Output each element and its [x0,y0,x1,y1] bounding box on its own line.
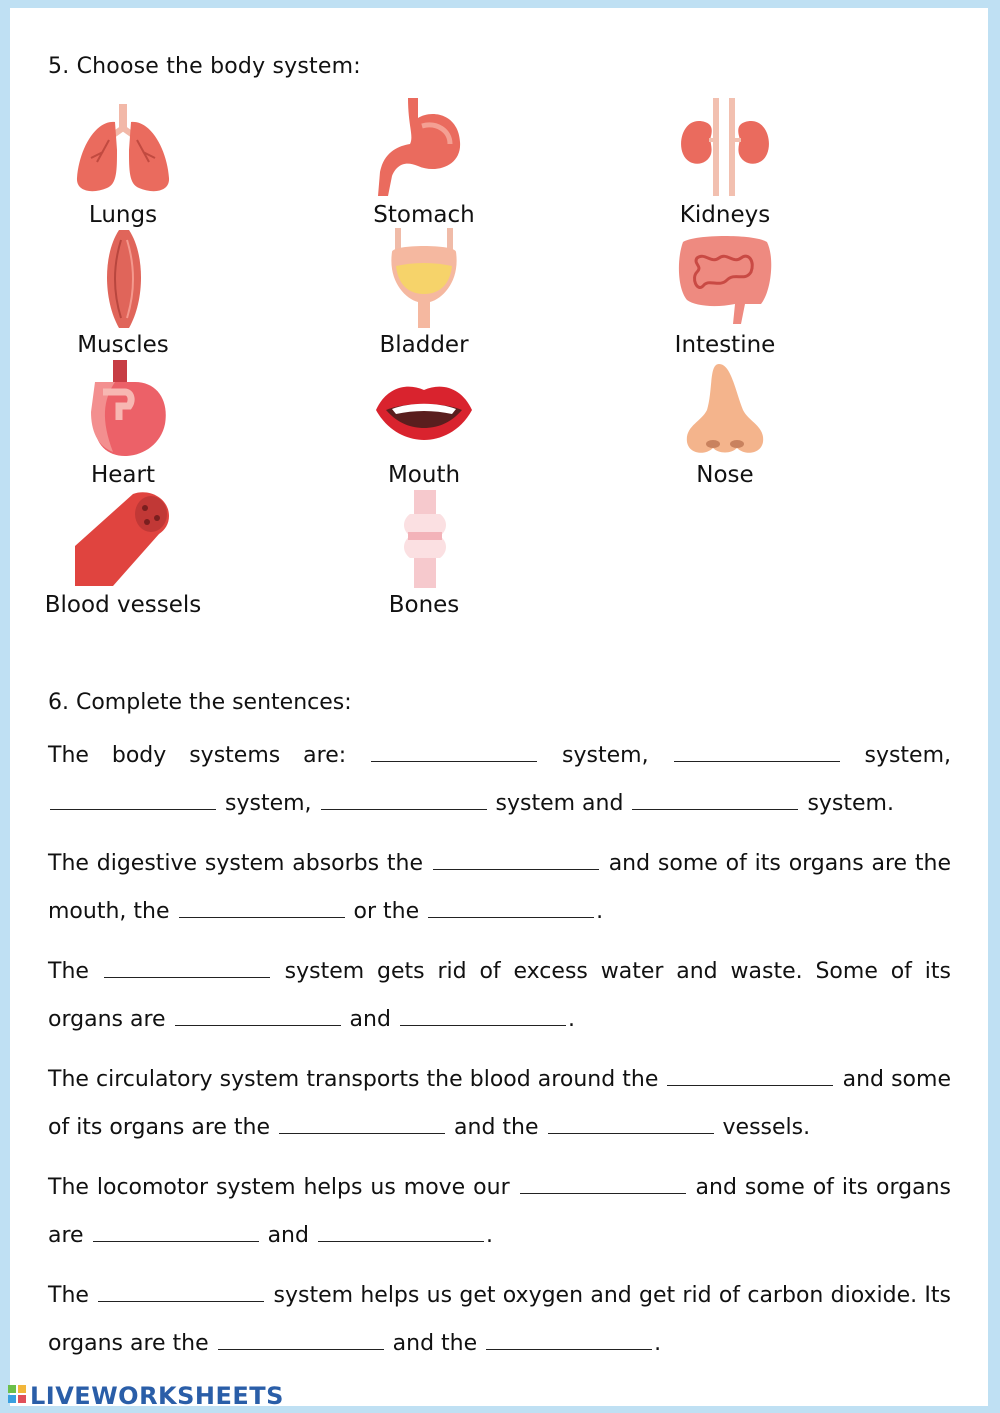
organ-label: Bones [388,592,460,618]
organ-bones[interactable] [324,490,524,622]
sentence-text: system, [864,743,952,768]
sentence-text: system. [807,791,894,816]
sentence-2 [48,840,951,936]
answer-blank[interactable] [674,741,840,762]
sentence-3 [48,948,951,1044]
answer-blank[interactable] [520,1173,686,1194]
organ-blood-vessels[interactable] [23,490,223,622]
answer-blank[interactable] [93,1221,259,1242]
sentence-text: and some of its organs are the [48,1067,951,1140]
answer-blank[interactable] [318,1221,484,1242]
lungs-icon [73,100,173,198]
organ-label: Stomach [373,202,475,228]
sentence-text: vessels. [722,1115,811,1140]
sentence-text: . [485,1223,493,1248]
sentence-text: and the [454,1115,539,1140]
answer-blank[interactable] [50,789,216,810]
sentence-text: and some of its organs are [48,1175,951,1248]
sentence-text: The circulatory system transports the blood around the [48,1067,659,1092]
worksheet [10,8,988,1406]
mouth-icon [374,360,474,458]
sentence-text: The [48,1283,89,1308]
organ-label: Bladder [379,332,469,358]
sentence-text: system, [225,791,312,816]
sentence-text: The digestive system absorbs the [48,851,424,876]
answer-blank[interactable] [179,897,345,918]
sentence-1 [48,732,951,828]
stomach-icon [374,96,474,198]
intestine-icon [675,228,775,328]
answer-blank[interactable] [104,957,270,978]
section-6-title: 6. Complete the sentences: [48,690,352,715]
answer-blank[interactable] [433,849,599,870]
organ-intestine[interactable] [625,228,825,362]
sentence-text: system gets rid of excess water and waste. Some of its organs are [48,959,951,1032]
answer-blank[interactable] [371,741,537,762]
heart-icon [73,360,173,458]
sentence-text: and [349,1007,391,1032]
sentence-6 [48,1272,951,1368]
organ-muscles[interactable] [23,230,223,362]
sentence-text: . [596,899,604,924]
organ-bladder[interactable] [324,228,524,362]
sentence-text: system helps us get oxygen and get rid of carbon dioxide. Its organs are the [48,1283,951,1356]
organ-label: Kidneys [679,202,771,228]
organ-kidneys[interactable] [625,96,825,232]
organ-label: Nose [696,462,754,488]
sentence-text: system, [562,743,649,768]
liveworksheets-logo[interactable] [8,1382,284,1411]
sentence-text: system and [495,791,624,816]
sentence-text: . [654,1331,662,1356]
nose-icon [675,360,775,458]
answer-blank[interactable] [279,1113,445,1134]
organ-label: Mouth [387,462,461,488]
muscle-icon [73,230,173,328]
organ-label: Heart [90,462,155,488]
blood-vessel-icon [73,490,173,588]
answer-blank[interactable] [428,897,594,918]
sentence-4 [48,1056,951,1152]
sentence-text: The locomotor system helps us move our [48,1175,510,1200]
answer-blank[interactable] [321,789,487,810]
kidneys-icon [675,96,775,198]
answer-blank[interactable] [175,1005,341,1026]
sentence-text: and some of its organs are the mouth, the [48,851,951,924]
organ-heart[interactable] [23,360,223,492]
brand-name: LIVEWORKSHEETS [30,1382,284,1410]
organ-lungs[interactable] [23,100,223,232]
sentence-text: The [48,959,89,984]
answer-blank[interactable] [632,789,798,810]
organ-label: Intestine [674,332,776,358]
liveworksheets-icon [8,1383,28,1411]
sentence-text: The body systems are: [48,743,347,768]
organ-stomach[interactable] [324,96,524,232]
answer-blank[interactable] [400,1005,566,1026]
answer-blank[interactable] [218,1329,384,1350]
sentence-5 [48,1164,951,1260]
answer-blank[interactable] [667,1065,833,1086]
answer-blank[interactable] [486,1329,652,1350]
organ-mouth[interactable] [324,360,524,492]
organ-label: Lungs [88,202,158,228]
sentence-text: . [567,1007,575,1032]
organ-label: Muscles [77,332,169,358]
sentence-text: or the [353,899,420,924]
sentence-text: and [267,1223,309,1248]
answer-blank[interactable] [548,1113,714,1134]
organ-label: Blood vessels [44,592,202,618]
bladder-icon [374,228,474,328]
organ-nose[interactable] [625,360,825,492]
section-5-title: 5. Choose the body system: [48,54,361,79]
sentence-text: and the [392,1331,478,1356]
answer-blank[interactable] [98,1281,264,1302]
bone-icon [374,490,474,588]
